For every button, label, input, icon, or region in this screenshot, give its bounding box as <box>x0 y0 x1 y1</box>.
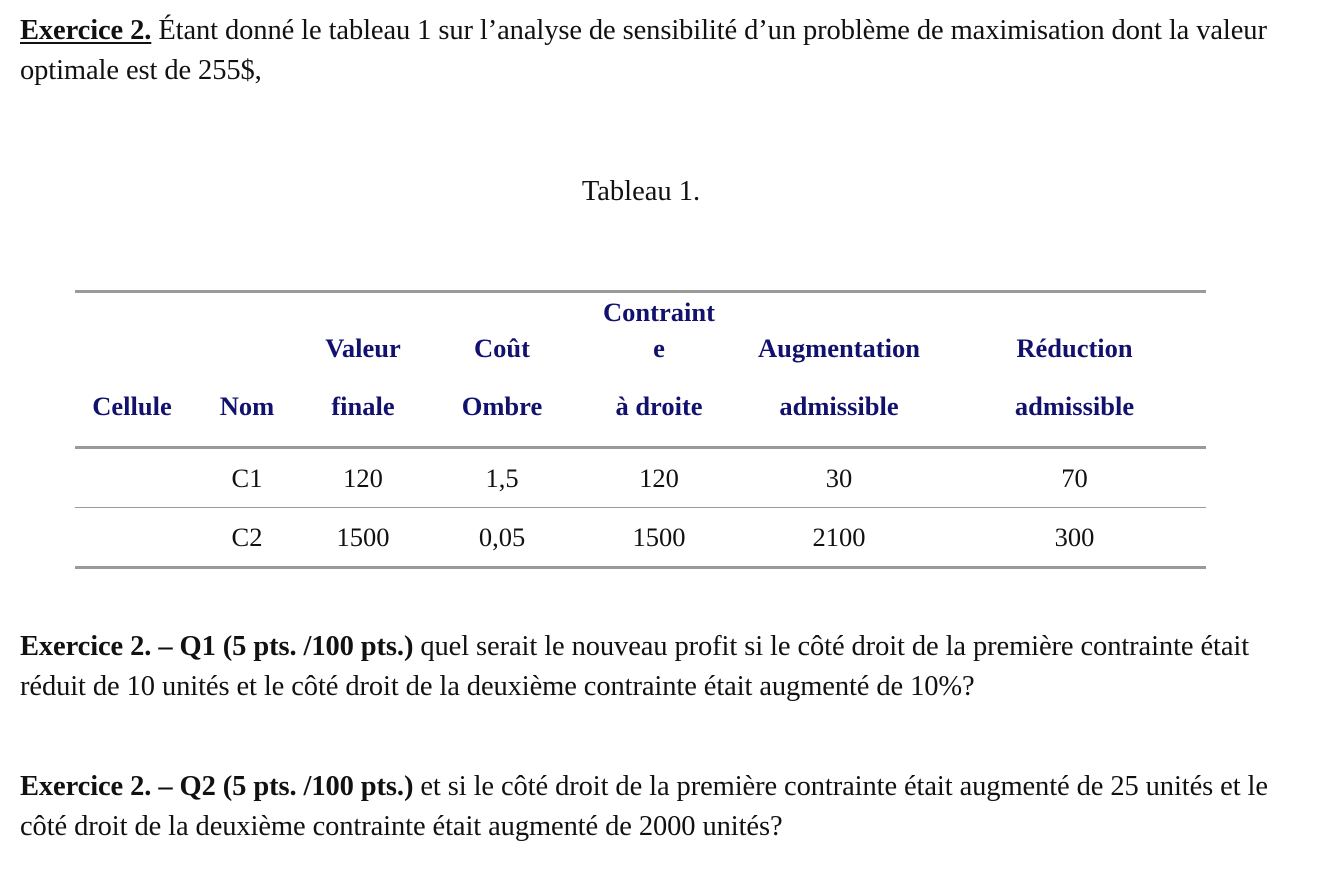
cell-cout-ombre: 0,05 <box>478 521 526 552</box>
exercise-intro <box>20 11 1280 91</box>
cell-contrainte-a-droite: 1500 <box>632 521 686 552</box>
cell-cellule <box>75 448 189 508</box>
cell-augmentation-admissible: 30 <box>825 462 853 493</box>
table-header-row <box>75 292 1206 448</box>
cell-nom: C1 <box>231 462 263 493</box>
cell-valeur-finale: 1500 <box>336 521 390 552</box>
header-cout-ombre: Coût Ombre <box>461 333 543 421</box>
question-1-text: quel serait le nouveau profit si le côté droit de la première contrainte était réduit de 10 unités et le côté droit de la deuxième contrainte était augmenté de 10%? <box>20 631 1250 702</box>
header-contrainte-a-droite: Contraint e à droite <box>603 297 715 421</box>
question-2-text: et si le côté droit de la première contrainte était augmenté de 25 unités et le côté droit de la deuxième contrainte était augmenté de 2000 unités? <box>20 771 1268 842</box>
header-augmentation-admissible: Augmentation admissible <box>758 333 920 421</box>
table-caption: Tableau 1. <box>581 176 701 207</box>
cell-nom: C2 <box>231 521 263 552</box>
question-1 <box>20 627 1260 707</box>
exercise-title: Exercice 2. <box>20 15 152 46</box>
cell-cout-ombre: 1,5 <box>485 462 519 493</box>
header-valeur-finale: Valeur finale <box>325 333 401 421</box>
question-1-label: Exercice 2. – Q1 (5 pts. /100 pts.) <box>20 631 414 662</box>
cell-valeur-finale: 120 <box>343 462 383 493</box>
sensitivity-table <box>75 290 1206 569</box>
cell-reduction-admissible: 300 <box>1054 521 1095 552</box>
sensitivity-table-container <box>75 290 1206 569</box>
question-2 <box>20 767 1320 847</box>
cell-reduction-admissible: 70 <box>1061 462 1088 493</box>
cell-contrainte-a-droite: 120 <box>639 462 679 493</box>
table-row <box>75 508 1206 568</box>
question-2-label: Exercice 2. – Q2 (5 pts. /100 pts.) <box>20 771 414 802</box>
header-cellule: Cellule <box>92 391 172 421</box>
header-nom: Nom <box>219 391 275 421</box>
cell-augmentation-admissible: 2100 <box>812 521 866 552</box>
header-reduction-admissible: Réduction admissible <box>1014 333 1135 421</box>
cell-cellule <box>75 508 189 568</box>
table-row <box>75 448 1206 508</box>
exercise-intro-text: Étant donné le tableau 1 sur l’analyse de sensibilité d’un problème de maximisation dont la valeur optimale est de 255$, <box>20 15 1267 86</box>
